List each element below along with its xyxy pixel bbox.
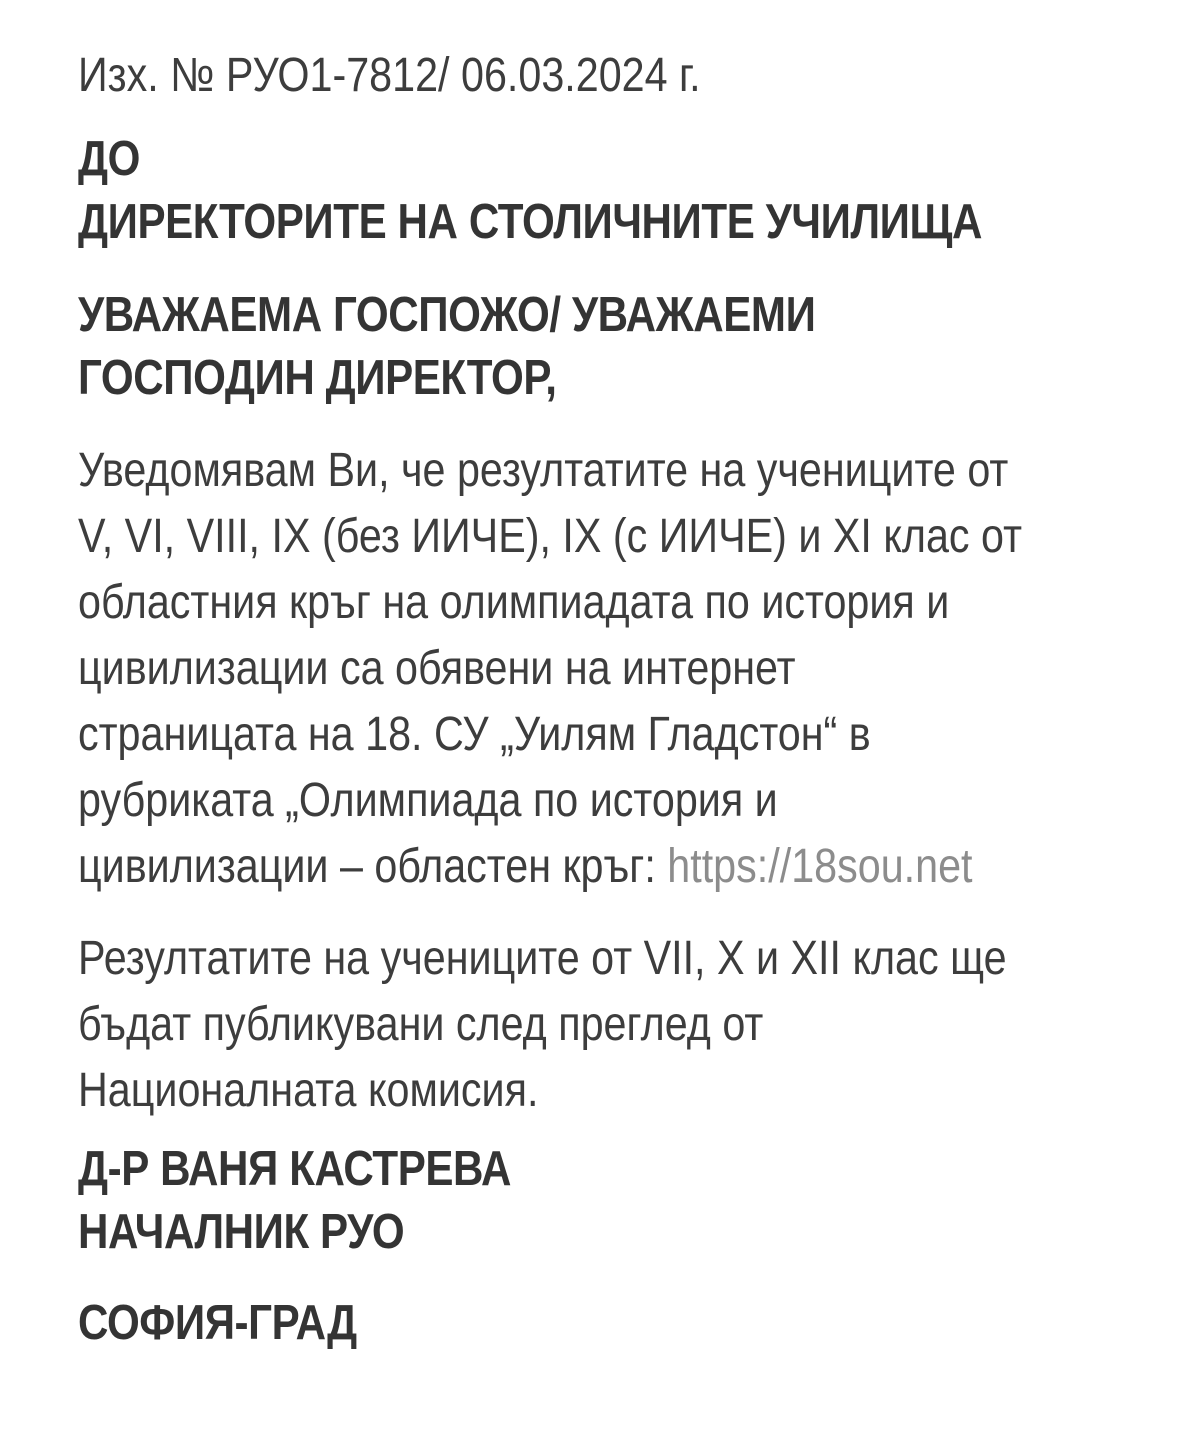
text-before-link: цивилизации – областен кръг: [78, 840, 668, 893]
salutation-line-1: УВАЖАЕМА ГОСПОЖО/ УВАЖАЕМИ [78, 288, 816, 342]
text-line: рубриката „Олимпиада по история и [78, 774, 778, 827]
signature-name: Д-Р ВАНЯ КАСТРЕВА [78, 1142, 511, 1196]
outgoing-ref-number: Изх. № РУО1-7812/ 06.03.2024 г. [78, 49, 701, 102]
text-line: страницата на 18. СУ „Уилям Гладстон“ в [78, 708, 871, 761]
text-line-with-link [78, 834, 1179, 900]
text-line: Националната комисия. [78, 1064, 539, 1117]
letter-content [78, 42, 1179, 1355]
city-label: СОФИЯ-ГРАД [78, 1296, 357, 1350]
text-line: цивилизации са обявени на интернет [78, 642, 796, 695]
signature-block [78, 1138, 1179, 1264]
addressee-heading [78, 128, 1179, 254]
signature-title: НАЧАЛНИК РУО [78, 1205, 405, 1259]
addressee-line-directors: ДИРЕКТОРИТЕ НА СТОЛИЧНИТЕ УЧИЛИЩА [78, 195, 982, 249]
results-website-link[interactable]: https://18sou.net [667, 840, 973, 893]
text-line: V, VI, VIII, IX (без ИИЧЕ), IX (с ИИЧЕ) и XI клас от [78, 510, 1022, 563]
text-line: Уведомявам Ви, че резултатите на учениците от [78, 444, 1009, 497]
text-line: бъдат публикувани след преглед от [78, 998, 764, 1051]
salutation-heading [78, 284, 1179, 410]
salutation-line-2: ГОСПОДИН ДИРЕКТОР, [78, 351, 557, 405]
body-paragraph-pending-results [78, 926, 1179, 1124]
addressee-line-to: ДО [78, 132, 140, 186]
body-paragraph-results-announced [78, 438, 1179, 900]
text-line: Резултатите на учениците от VII, X и XII клас ще [78, 932, 1007, 985]
text-line: областния кръг на олимпиадата по история и [78, 576, 950, 629]
